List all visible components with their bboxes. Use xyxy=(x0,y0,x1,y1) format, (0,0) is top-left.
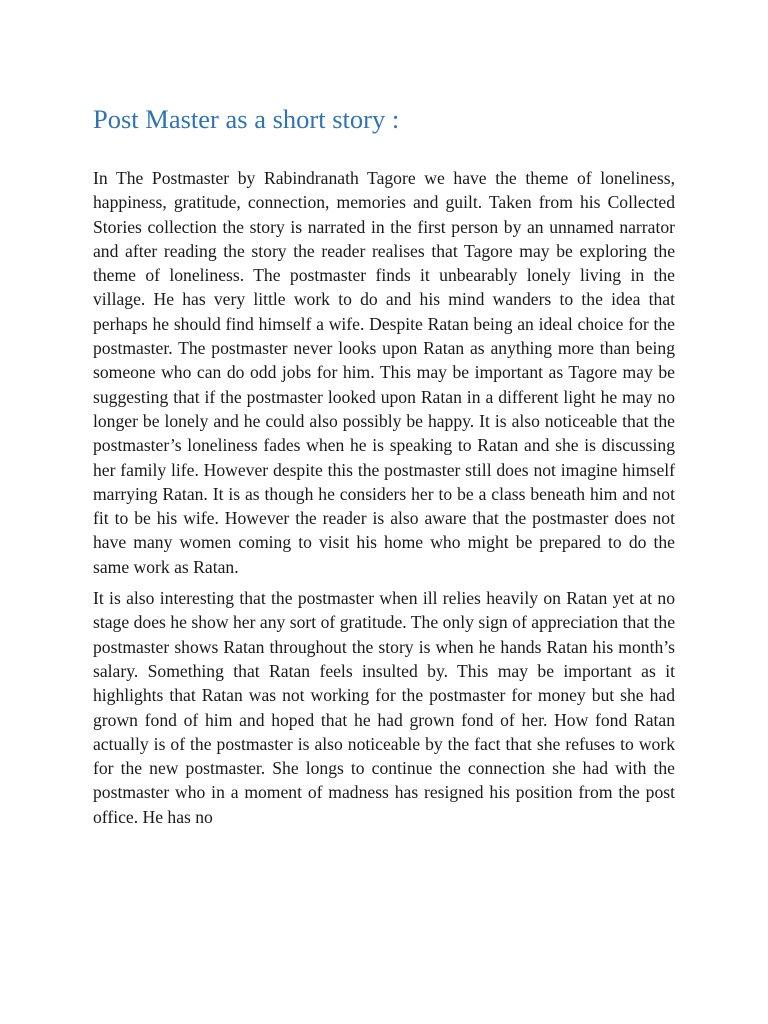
document-body xyxy=(93,166,675,836)
paragraph-2: It is also interesting that the postmaster when ill relies heavily on Ratan yet at no stage does he show her any sort of gratitude. The only sign of appreciation that the postmaster shows Ratan throughout the story is when he hands Ratan his month’s salary. Something that Ratan feels insulted by. This may be important as it highlights that Ratan was not working for the postmaster for money but she had grown fond of him and hoped that he had grown fond of her. How fond Ratan actually is of the postmaster is also noticeable by the fact that she refuses to work for the new postmaster. She longs to continue the connection she had with the postmaster who in a moment of madness has resigned his position from the post office. He has no xyxy=(93,588,675,827)
paragraph-1: In The Postmaster by Rabindranath Tagore we have the theme of loneliness, happiness, gratitude, connection, memories and guilt. Taken from his Collected Stories collection the story is narrated in the first person by an unnamed narrator and after reading the story the reader realises that Tagore may be exploring the theme of loneliness. The postmaster finds it unbearably lonely living in the village. He has very little work to do and his mind wanders to the idea that perhaps he should find himself a wife. Despite Ratan being an ideal choice for the postmaster. The postmaster never looks upon Ratan as anything more than being someone who can do odd jobs for him. This may be important as Tagore may be suggesting that if the postmaster looked upon Ratan in a different light he may no longer be lonely and he could also possibly be happy. It is also noticeable that the postmaster’s loneliness fades when he is speaking to Ratan and she is discussing her family life. However despite this the postmaster still does not imagine himself marrying Ratan. It is as though he considers her to be a class beneath him and not fit to be his wife. However the reader is also aware that the postmaster does not have many women coming to visit his home who might be prepared to do the same work as Ratan. xyxy=(93,168,675,577)
page-title: Post Master as a short story : xyxy=(93,104,400,134)
